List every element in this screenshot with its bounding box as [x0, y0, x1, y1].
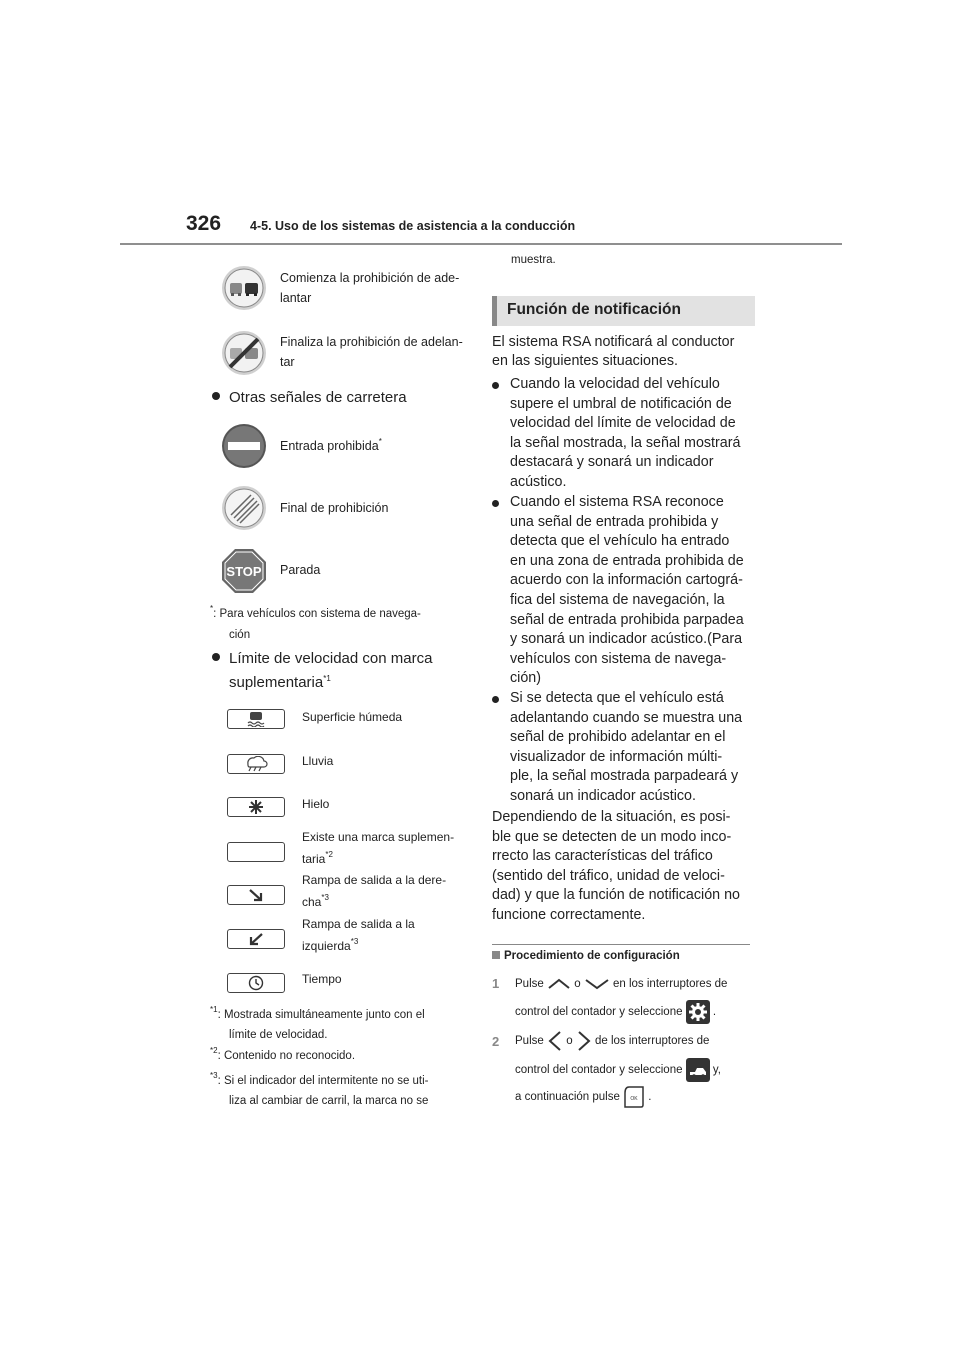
step-number: 1 — [492, 976, 500, 991]
step-text: de los interruptores de — [595, 1035, 710, 1047]
heading-text: Otras señales de carretera — [229, 389, 407, 406]
step-text: Pulse — [515, 978, 544, 990]
plate-label: taria — [302, 852, 326, 866]
settings-gear-icon — [686, 1000, 710, 1024]
page-number: 326 — [186, 212, 222, 235]
step-text: control del contador y seleccione — [515, 1006, 683, 1018]
down-arrow-icon — [584, 978, 610, 990]
footnote-mark: * — [210, 604, 214, 613]
footnote-mark: *3 — [321, 893, 329, 902]
bullet-line: y sonará un indicador acústico.(Para — [510, 631, 743, 648]
footnote-mark: *1 — [210, 1005, 218, 1014]
paragraph-line: (sentido del tráfico, unidad de veloci- — [492, 867, 725, 884]
subheading-rule — [492, 944, 750, 945]
right-arrow-icon — [576, 1030, 592, 1052]
footnote-cont: liza al cambiar de carril, la marca no se — [229, 1095, 429, 1107]
plate-label: izquierda — [302, 939, 351, 953]
footnote-mark: *3 — [350, 937, 359, 946]
sign-text: tar — [280, 355, 295, 369]
step-line — [515, 970, 727, 998]
bullet-line: Cuando la velocidad del vehículo — [510, 376, 720, 392]
intro-line: en las siguientes situaciones. — [492, 353, 678, 369]
bullet-dot — [212, 392, 220, 400]
step-text: . — [648, 1091, 652, 1103]
step-text: o — [566, 1035, 573, 1047]
bullet-line: acuerdo con la información cartográ- — [510, 572, 743, 589]
footnote — [210, 1047, 355, 1066]
bullet-item — [510, 689, 742, 807]
heading-text: Límite de velocidad con marca — [229, 650, 433, 667]
footnote-mark: *3 — [210, 1071, 218, 1080]
bullet-dot — [492, 500, 499, 507]
exit-left-icon — [227, 929, 285, 949]
footnote-cont: límite de velocidad. — [229, 1029, 328, 1041]
step-text: Pulse — [515, 1035, 544, 1047]
step-number: 2 — [492, 1034, 500, 1049]
step-line — [515, 1027, 709, 1055]
exit-right-icon — [227, 885, 285, 905]
footnote-text: : Si el indicador del intermitente no se uti- — [217, 1075, 429, 1087]
left-arrow-icon — [547, 1030, 563, 1052]
step-text: a continuación pulse — [515, 1091, 620, 1103]
bullet-line: velocidad del límite de velocidad de — [510, 415, 736, 432]
bullet-line: supere el umbral de notificación de — [510, 395, 732, 412]
footnote — [210, 1072, 429, 1091]
bullet-item — [510, 375, 740, 493]
plate-text: Hielo — [302, 797, 330, 811]
plate-text: Rampa de salida a la — [302, 917, 415, 931]
subheading-text: Procedimiento de configuración — [504, 950, 680, 962]
step-line — [515, 1056, 721, 1084]
step-text: . — [712, 1006, 717, 1018]
sign-text: Comienza la prohibición de ade- — [280, 271, 460, 285]
paragraph-line: Dependiendo de la situación, es posi- — [492, 809, 731, 825]
bullet-dot — [492, 696, 499, 703]
sign-text: Final de prohibición — [280, 501, 389, 515]
plate-text: Rampa de salida a la dere- — [302, 873, 447, 887]
bullet-line: destacará y sonará un indicador — [510, 454, 714, 471]
step-text: control del contador y seleccione — [515, 1064, 683, 1076]
footnote-mark: *2 — [325, 850, 333, 859]
footnote-text: : Mostrada simultáneamente junto con el — [217, 1009, 425, 1021]
sign-text: lantar — [280, 291, 312, 305]
bullet-dot — [492, 382, 499, 389]
bullet-line: adelantando cuando se muestra una — [510, 709, 743, 726]
paragraph-line: rrecto las características del tráfico — [492, 848, 713, 865]
bullet-item — [510, 493, 744, 689]
paragraph — [492, 808, 740, 926]
wet-surface-icon — [227, 709, 285, 729]
speed-limit-heading-cont — [229, 671, 331, 695]
end-no-overtaking-sign-icon — [221, 330, 267, 376]
sign-text: Parada — [280, 563, 321, 577]
bullet-line: visualizador de información múlti- — [510, 748, 723, 765]
bullet-line: señal de prohibido adelantar en el — [510, 729, 726, 746]
bullet-line: una señal de entrada prohibida y — [510, 513, 719, 530]
footnote-mark: * — [378, 437, 382, 446]
footnote — [210, 605, 421, 624]
footnote-text: : Contenido no reconocido. — [217, 1050, 356, 1062]
up-arrow-icon — [547, 978, 571, 990]
header-rule — [120, 243, 842, 245]
plate-text-cont — [302, 936, 358, 957]
bullet-dot — [212, 653, 220, 661]
sign-label: Entrada prohibida — [280, 439, 379, 453]
footnote-text: : Para vehículos con sistema de navega- — [213, 608, 421, 620]
plate-text-cont — [302, 849, 333, 870]
bullet-line: Si se detecta que el vehículo está — [510, 690, 724, 706]
paragraph-line: ble que se detecten de un modo inco- — [492, 828, 732, 845]
bullet-line: sonará un indicador acústico. — [510, 787, 696, 804]
chapter-title: 4-5. Uso de los sistemas de asistencia a la conducción — [250, 219, 576, 233]
bullet-line: señal de entrada prohibida parpadea — [510, 611, 744, 628]
subheading — [492, 950, 680, 962]
plate-text: Tiempo — [302, 972, 342, 986]
bullet-line: la señal mostrada, la señal mostrará — [510, 434, 741, 451]
intro-line: El sistema RSA notificará al conductor — [492, 334, 735, 350]
step-text: en los interruptores de — [613, 978, 728, 990]
vehicle-settings-icon — [686, 1058, 710, 1082]
bullet-line: detecta que el vehículo ha entrado — [510, 533, 730, 550]
no-overtaking-sign-icon — [221, 265, 267, 311]
heading-text: suplementaria — [229, 674, 324, 691]
ice-icon — [227, 797, 285, 817]
plate-text: Existe una marca suplemen- — [302, 830, 455, 844]
section-header — [492, 296, 755, 326]
plate-text: Lluvia — [302, 754, 334, 768]
rain-icon — [227, 754, 285, 774]
speed-limit-heading — [212, 647, 432, 671]
continued-text: muestra. — [511, 254, 556, 266]
end-prohibition-sign-icon — [221, 485, 267, 531]
step-text: y, — [712, 1064, 721, 1076]
footnote-cont: ción — [229, 629, 251, 641]
bullet-line: ción) — [510, 670, 541, 687]
sign-text: Finaliza la prohibición de adelan- — [280, 335, 463, 349]
step-text: o — [574, 978, 581, 990]
paragraph-line: funcione correctamente. — [492, 906, 646, 923]
stop-label: STOP — [226, 564, 262, 579]
bullet-line: vehículos con sistema de navega- — [510, 650, 727, 667]
blank-plate-icon — [227, 842, 285, 862]
bullet-line: acústico. — [510, 473, 567, 490]
footnote-mark: *2 — [210, 1046, 218, 1055]
plate-text: Superficie húmeda — [302, 710, 403, 724]
footnote-mark: *1 — [323, 674, 331, 683]
bullet-line: en una zona de entrada prohibida de — [510, 552, 744, 569]
ok-button-icon — [623, 1085, 645, 1109]
step-line — [515, 998, 716, 1026]
no-entry-sign-icon — [221, 423, 267, 469]
plate-text-cont — [302, 892, 329, 913]
section-title: Función de notificación — [507, 301, 681, 318]
bullet-line: ple, la señal mostrada parpadeará y — [510, 768, 739, 785]
plate-label: cha — [302, 895, 322, 909]
stop-sign-icon — [221, 548, 267, 594]
sign-text — [280, 434, 382, 458]
paragraph-line: dad) y que la función de notificación no — [492, 887, 740, 904]
square-bullet-icon — [492, 951, 500, 959]
bullet-line: fica del sistema de navegación, la — [510, 591, 725, 608]
time-icon — [227, 973, 285, 993]
step-line — [515, 1083, 651, 1111]
bullet-line: Cuando el sistema RSA reconoce — [510, 494, 724, 510]
other-signs-heading — [212, 386, 407, 410]
ok-label: OK — [630, 1095, 638, 1102]
footnote — [210, 1006, 425, 1025]
